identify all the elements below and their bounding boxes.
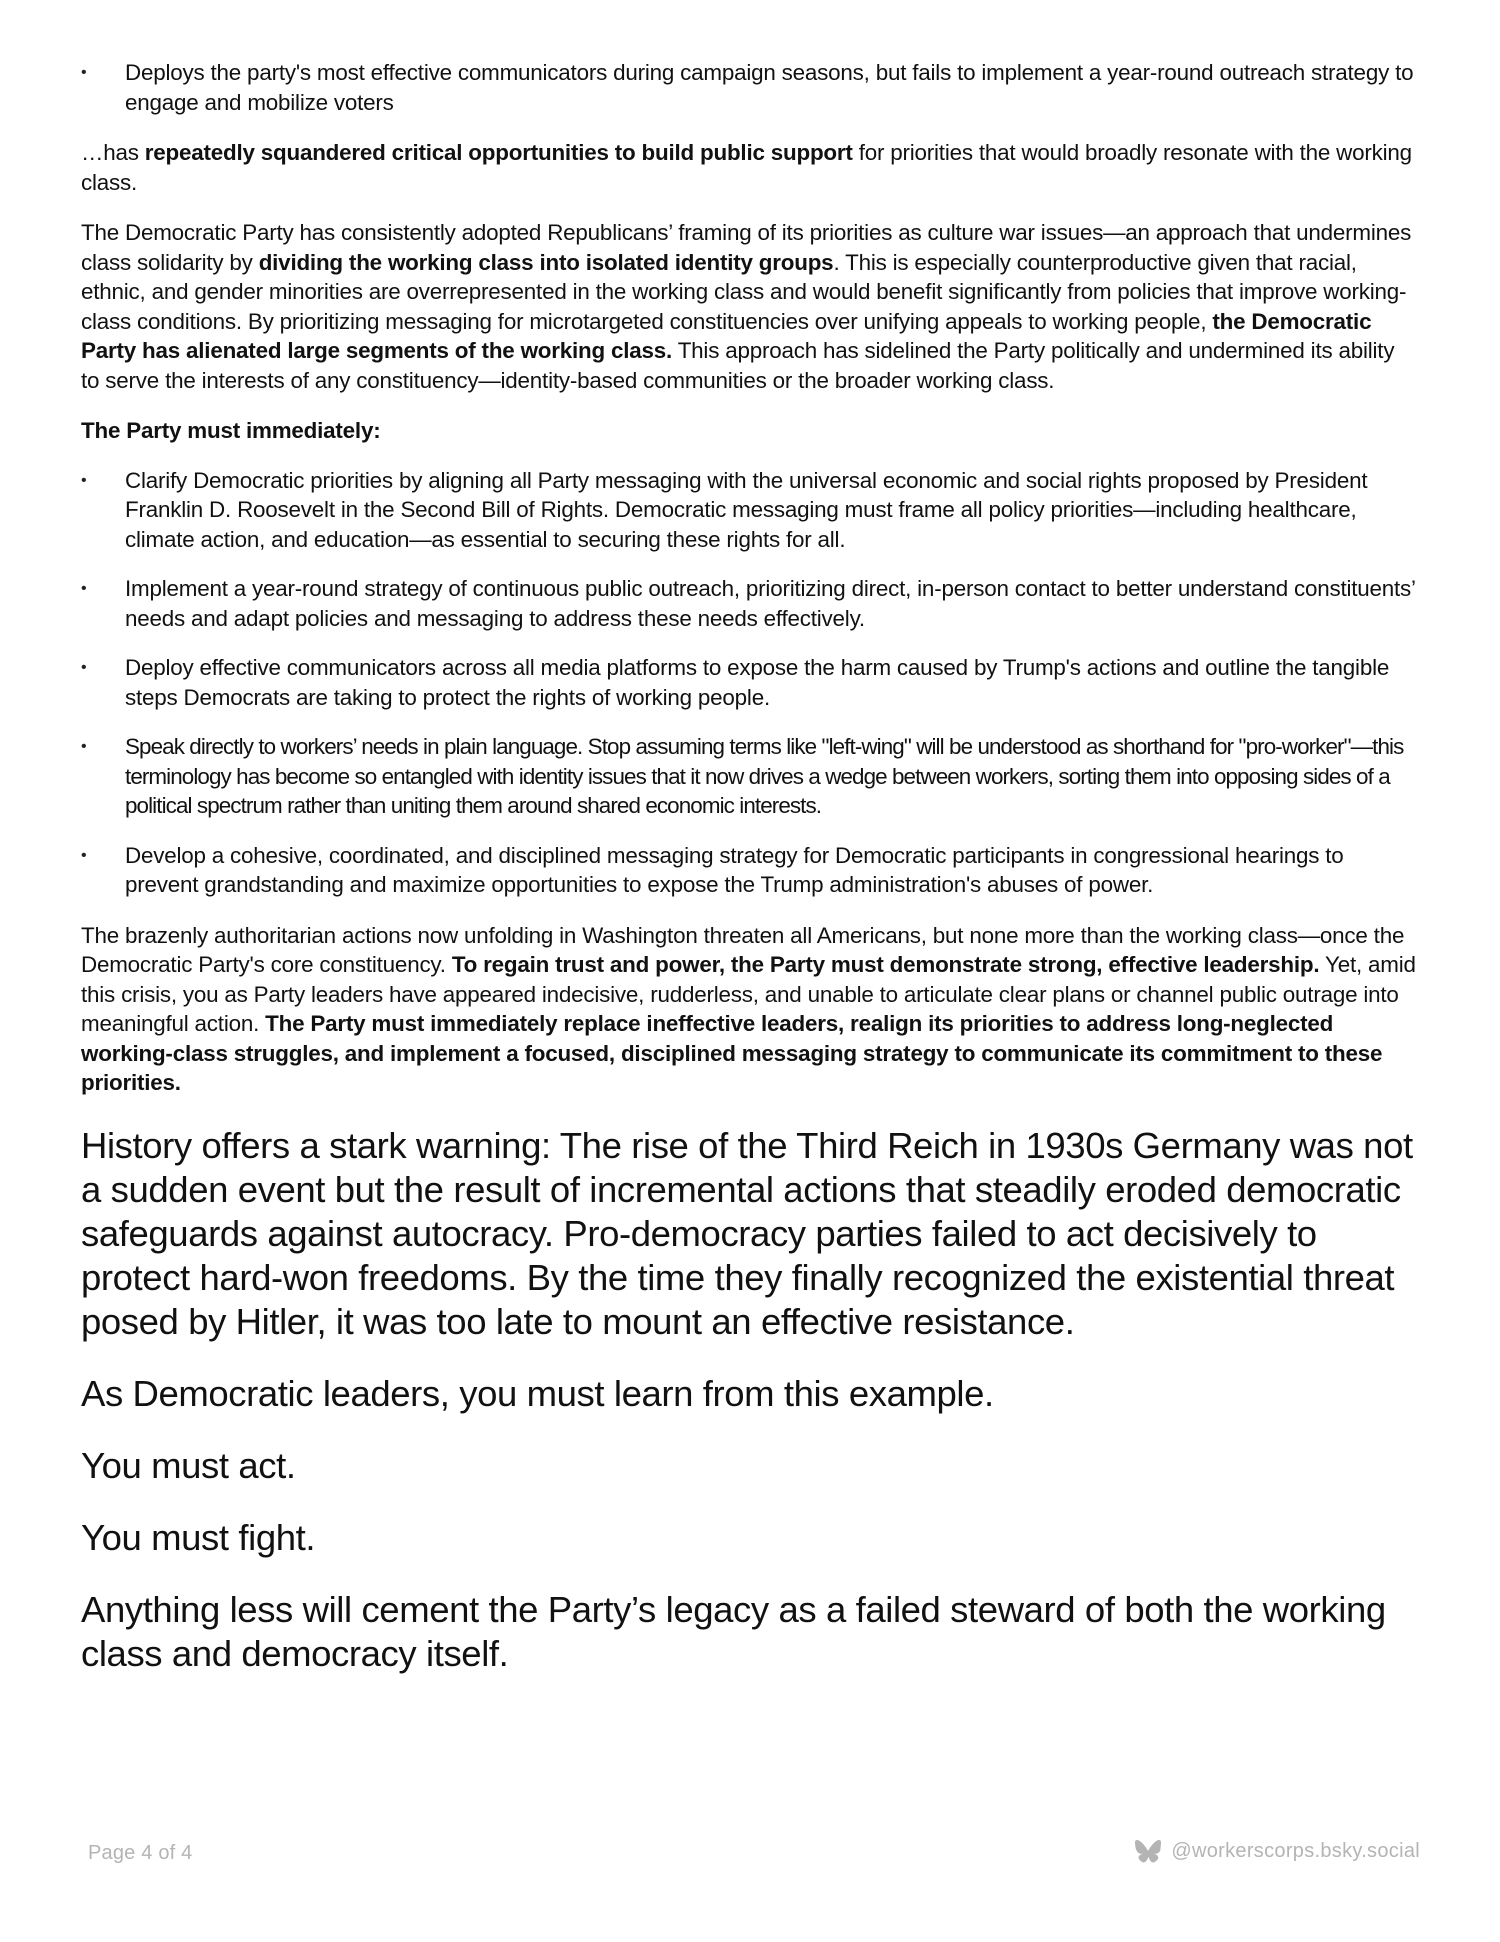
fight-statement: You must fight. xyxy=(81,1516,316,1558)
social-handle-link[interactable] xyxy=(1135,1840,1420,1863)
action-list xyxy=(81,466,1417,900)
list-item: • Speak directly to workers’ needs in plain language. Stop assuming terms like "left-wing" will be understood as shorthand for "pro-worker"—this terminology has become so entangled with identity issues that it now drives a wedge between workers, sorting them into opposing sides of a political spectrum rather than uniting them around shared economic interests. xyxy=(81,732,1417,821)
list-item: • Implement a year-round strategy of continuous public outreach, prioritizing direct, in-person contact to better understand constituents’ needs and adapt policies and messaging to address these needs effectively. xyxy=(81,574,1417,633)
closing-statement: Anything less will cement the Party’s legacy as a failed steward of both the working class and democracy itself. xyxy=(81,1588,1386,1674)
section-heading: The Party must immediately: xyxy=(81,418,381,443)
list-item: • Deploys the party's most effective communicators during campaign seasons, but fails to implement a year-round outreach strategy to engage and mobilize voters xyxy=(81,58,1417,117)
learn-statement: As Democratic leaders, you must learn from this example. xyxy=(81,1372,994,1414)
paragraph-authoritarian: The brazenly authoritarian actions now unfolding in Washington threaten all Americans, but none more than the working class—once the Democratic Party's core constituency. To regain trust and power, the Party must demonstrate strong, effective leadership. Yet, amid this crisis, you as Party leaders have appeared indecisive, rudderless, and unable to articulate clear plans or channel public outrage into meaningful action. The Party must immediately replace ineffective leaders, realign its priorities to address long-neglected working-class struggles, and implement a focused, disciplined messaging strategy to communicate its commitment to these priorities. xyxy=(81,922,1416,1095)
document-body xyxy=(81,58,1417,1676)
page-number: Page 4 of 4 xyxy=(88,1842,193,1864)
butterfly-icon xyxy=(1135,1840,1161,1863)
list-item: • Clarify Democratic priorities by aligning all Party messaging with the universal economic and social rights proposed by President Franklin D. Roosevelt in the Second Bill of Rights. Democratic messaging must frame all policy priorities—including healthcare, climate action, and education—as essential to securing these rights for all. xyxy=(81,466,1417,555)
paragraph-framing: The Democratic Party has consistently adopted Republicans’ framing of its priorities as culture war issues—an approach that undermines class solidarity by dividing the working class into isolated identity groups. This is especially counterproductive given that racial, ethnic, and gender minorities are overrepresented in the working class and would benefit significantly from policies that improve working-class conditions. By prioritizing messaging for microtargeted constituencies over unifying appeals to working people, the Democratic Party has alienated large segments of the working class. This approach has sidelined the Party politically and undermined its ability to serve the interests of any constituency—identity-based communities or the broader working class. xyxy=(81,220,1412,393)
history-warning: History offers a stark warning: The rise of the Third Reich in 1930s Germany was not a sudden event but the result of incremental actions that steadily eroded democratic safeguards against autocracy. Pro-democracy parties failed to act decisively to protect hard-won freedoms. By the time they finally recognized the existential threat posed by Hitler, it was too late to mount an effective resistance. xyxy=(81,1124,1413,1342)
paragraph-squandered: …has repeatedly squandered critical opportunities to build public support for priorities that would broadly resonate with the working class. xyxy=(81,140,1412,195)
list-item: • Develop a cohesive, coordinated, and disciplined messaging strategy for Democratic participants in congressional hearings to prevent grandstanding and maximize opportunities to expose the Trump administration's abuses of power. xyxy=(81,841,1417,900)
bullet-list-top xyxy=(81,58,1417,117)
list-item: • Deploy effective communicators across all media platforms to expose the harm caused by Trump's actions and outline the tangible steps Democrats are taking to protect the rights of working people. xyxy=(81,653,1417,712)
social-handle: @workerscorps.bsky.social xyxy=(1171,1840,1420,1862)
act-statement: You must act. xyxy=(81,1444,296,1486)
